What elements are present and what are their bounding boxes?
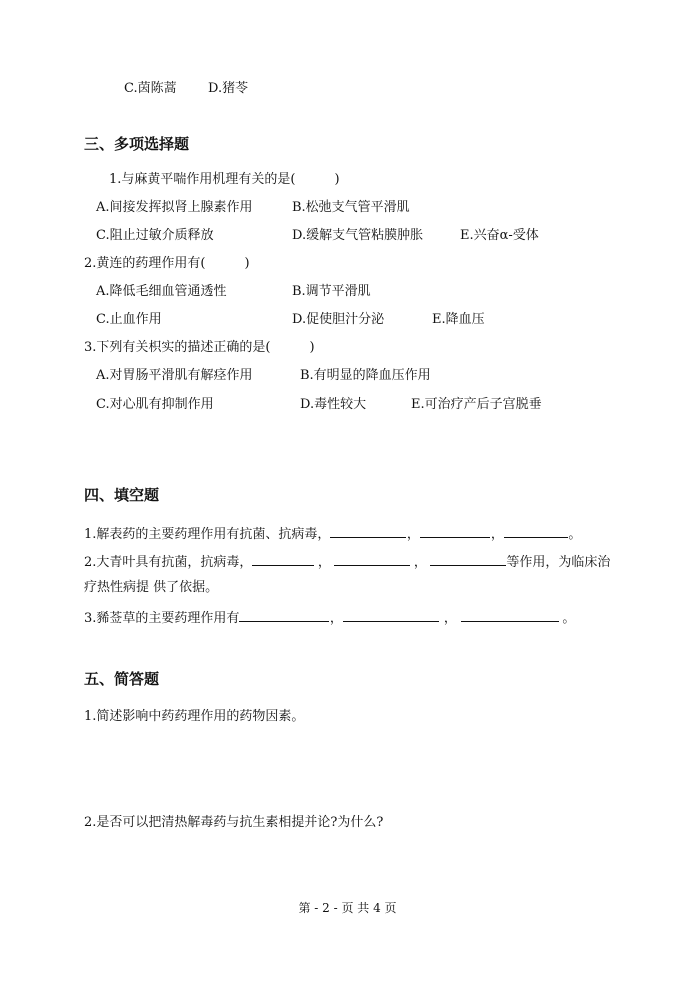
page-number: 第 - 2 - 页 共 4 页 [298, 901, 397, 915]
question-option-d: D.缓解支气管粘膜肿胀 [292, 228, 424, 243]
fill-question [84, 552, 610, 571]
answer-blank[interactable] [420, 524, 490, 538]
end-punctuation: 。 [562, 611, 576, 626]
question-option-e: E.可治疗产后子宫脱垂 [411, 397, 542, 412]
separator: ， [406, 527, 420, 542]
question-stem: 1.与麻黄平喘作用机理有关的是( ) [109, 172, 340, 187]
answer-blank[interactable] [334, 552, 410, 566]
section-title-fill-in-blank: 四、填空题 [84, 486, 160, 504]
answer-blank[interactable] [252, 552, 314, 566]
end-punctuation: 。 [568, 527, 582, 542]
question-option-c: C.阻止过敏介质释放 [96, 228, 214, 243]
fill-question [84, 608, 575, 627]
separator: ， [329, 611, 343, 626]
answer-blank[interactable] [239, 608, 329, 622]
question-option-c: C.茵陈蒿 [124, 81, 177, 96]
question-option-a: A.间接发挥拟肾上腺素作用 [96, 200, 253, 215]
question-option-a: A.降低毛细血管通透性 [96, 284, 227, 299]
question-option-b: B.调节平滑肌 [292, 284, 371, 299]
question-tail: 等作用，为临床治 [506, 555, 611, 570]
section-title-short-answer: 五、简答题 [84, 670, 160, 688]
answer-blank[interactable] [430, 552, 506, 566]
question-option-b: B.松弛支气管平滑肌 [292, 200, 410, 215]
question-option-b: B.有明显的降血压作用 [300, 368, 431, 383]
question-option-c: C.止血作用 [96, 312, 162, 327]
short-answer-question: 1.简述影响中药药理作用的药物因素。 [84, 709, 305, 724]
question-option-c: C.对心肌有抑制作用 [96, 397, 214, 412]
answer-blank[interactable] [343, 608, 439, 622]
question-option-e: E.降血压 [432, 312, 485, 327]
question-option-a: A.对胃肠平滑肌有解痉作用 [96, 368, 253, 383]
answer-blank[interactable] [330, 524, 406, 538]
question-option-d: D.促使胆汁分泌 [292, 312, 385, 327]
section-title-multiple-choice: 三、多项选择题 [84, 135, 190, 153]
question-option-d: D.毒性较大 [300, 397, 367, 412]
answer-blank[interactable] [461, 608, 559, 622]
separator: ， [413, 555, 427, 570]
question-text: 1.解表药的主要药理作用有抗菌、抗病毒， [84, 527, 331, 542]
question-text: 3.豨莶草的主要药理作用有 [84, 611, 240, 626]
fill-question [84, 524, 581, 543]
separator: ， [317, 555, 331, 570]
separator: ， [443, 611, 457, 626]
answer-blank[interactable] [504, 524, 568, 538]
short-answer-question: 2.是否可以把清热解毒药与抗生素相提并论?为什么? [84, 815, 384, 830]
separator: ， [490, 527, 504, 542]
question-stem: 2.黄连的药理作用有( ) [84, 256, 250, 271]
question-stem: 3.下列有关枳实的描述正确的是( ) [84, 340, 315, 355]
question-option-d: D.猪苓 [208, 81, 249, 96]
question-option-e: E.兴奋α-受体 [460, 228, 539, 243]
question-text: 2.大青叶具有抗菌，抗病毒， [84, 555, 253, 570]
question-continuation: 疗热性病提 供了依据。 [84, 580, 219, 595]
